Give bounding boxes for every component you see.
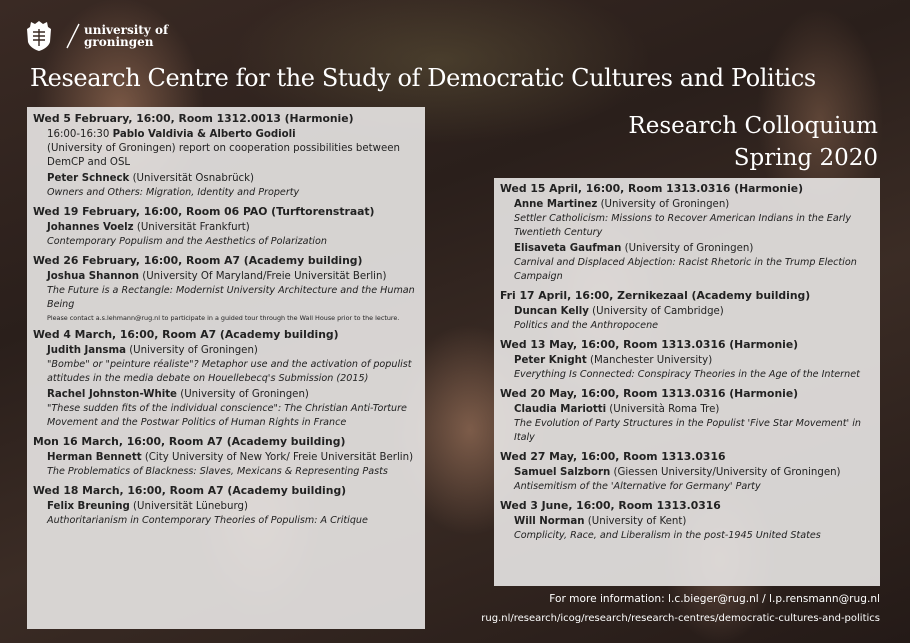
speaker-name: Herman Bennett	[47, 452, 142, 463]
talk-description: (University of Groningen) report on cooperation possibilities between DemCP and OSL	[47, 143, 400, 168]
event-heading: Fri 17 April, 16:00, Zernikezaal (Academy building)	[500, 289, 811, 302]
speaker-affiliation: (University of Cambridge)	[588, 306, 724, 317]
speaker-name: Samuel Salzborn	[514, 467, 611, 478]
speaker-name: Peter Schneck	[47, 173, 130, 184]
schedule-panel-right	[494, 178, 880, 586]
speaker-affiliation: (Universität Lüneburg)	[129, 501, 248, 512]
speaker-line	[47, 388, 417, 402]
speaker-line	[47, 451, 417, 465]
event-heading: Wed 19 February, 16:00, Room 06 PAO (Turftorenstraat)	[33, 205, 375, 218]
speaker-name: Felix Breuning	[47, 501, 130, 512]
event-heading: Wed 15 April, 16:00, Room 1313.0316 (Harmonie)	[500, 182, 804, 195]
speaker-line	[514, 242, 872, 256]
speaker-affiliation: (Università Roma Tre)	[606, 404, 720, 415]
speaker-line	[514, 305, 872, 319]
speaker-affiliation: (University of Groningen)	[597, 199, 730, 210]
talk-entry	[47, 451, 417, 479]
speaker-name: Pablo Valdivia & Alberto Godioli	[112, 129, 296, 140]
speaker-line	[514, 198, 872, 212]
event-heading: Wed 13 May, 16:00, Room 1313.0316 (Harmonie)	[500, 338, 799, 351]
talk-entry	[514, 403, 872, 445]
talk-title: "These sudden fits of the individual conscience": The Christian Anti-Torture Movement and the Postwar Politics of Human Rights in France	[47, 403, 407, 428]
talk-title: Carnival and Displaced Abjection: Racist Rhetoric in the Trump Election Campaign	[514, 257, 857, 282]
speaker-affiliation: (University of Groningen)	[176, 389, 309, 400]
speaker-affiliation: (Universität Osnabrück)	[129, 173, 255, 184]
speaker-name: Judith Jansma	[47, 345, 126, 356]
speaker-name: Will Norman	[514, 516, 585, 527]
speaker-line	[514, 354, 872, 368]
speaker-name: Elisaveta Gaufman	[514, 243, 622, 254]
speaker-affiliation: (Manchester University)	[586, 355, 713, 366]
talk-title: Everything Is Connected: Conspiracy Theories in the Age of the Internet	[514, 369, 860, 380]
speaker-line	[514, 515, 872, 529]
schedule-panel-left	[27, 107, 425, 629]
talk-title: The Future is a Rectangle: Modernist University Architecture and the Human Being	[47, 285, 415, 310]
university-logo[interactable]	[26, 20, 168, 52]
talk-time: 16:00-16:30	[47, 129, 113, 140]
speaker-affiliation: (University of Kent)	[584, 516, 687, 527]
speaker-line	[514, 403, 872, 417]
speaker-line	[47, 128, 417, 142]
talk-entry	[47, 500, 417, 528]
talk-entry	[47, 270, 417, 312]
talk-entry	[514, 354, 872, 382]
talk-title: Settler Catholicism: Missions to Recover American Indians in the Early Twentieth Century	[514, 213, 852, 238]
crest-icon	[26, 20, 52, 52]
talk-entry	[47, 221, 417, 249]
talk-title: Complicity, Race, and Liberalism in the post-1945 United States	[514, 530, 821, 541]
subtitle-line-2: Spring 2020	[733, 145, 878, 171]
talk-entry	[47, 128, 417, 170]
speaker-line	[47, 344, 417, 358]
page-title: Research Centre for the Study of Democratic Cultures and Politics	[30, 64, 816, 92]
event-heading: Wed 20 May, 16:00, Room 1313.0316 (Harmonie)	[500, 387, 799, 400]
speaker-affiliation: (University of Groningen)	[125, 345, 258, 356]
talk-title: Authoritarianism in Contemporary Theories of Populism: A Critique	[47, 515, 368, 526]
logo-line-1: university of	[84, 23, 169, 37]
speaker-affiliation: (Universität Frankfurt)	[133, 222, 250, 233]
event-heading: Mon 16 March, 16:00, Room A7 (Academy building)	[33, 435, 346, 448]
talk-entry	[514, 198, 872, 240]
event-note: Please contact a.s.lehmann@rug.nl to participate in a guided tour through the Wall House prior to the lecture.	[47, 314, 400, 322]
talk-title: Contemporary Populism and the Aesthetics of Polarization	[47, 236, 327, 247]
speaker-name: Joshua Shannon	[47, 271, 140, 282]
talk-title: Politics and the Anthropocene	[514, 320, 659, 331]
talk-title: The Problematics of Blackness: Slaves, Mexicans & Representing Pasts	[47, 466, 388, 477]
speaker-name: Rachel Johnston-White	[47, 389, 177, 400]
logo-line-2: groningen	[84, 35, 154, 49]
speaker-line	[47, 172, 417, 186]
speaker-affiliation: (University of Groningen)	[621, 243, 754, 254]
event-heading: Wed 4 March, 16:00, Room A7 (Academy building)	[33, 328, 339, 341]
talk-entry	[47, 344, 417, 386]
talk-entry	[47, 172, 417, 200]
contact-info[interactable]: For more information: l.c.bieger@rug.nl / l.p.rensmann@rug.nl	[549, 593, 880, 605]
event-heading: Wed 18 March, 16:00, Room A7 (Academy building)	[33, 484, 347, 497]
speaker-affiliation: (University Of Maryland/Freie Universität Berlin)	[139, 271, 387, 282]
talk-title: Antisemitism of the 'Alternative for Germany' Party	[514, 481, 761, 492]
event-heading: Wed 5 February, 16:00, Room 1312.0013 (Harmonie)	[33, 112, 354, 125]
talk-entry	[514, 242, 872, 284]
speaker-affiliation: (Giessen University/University of Groningen)	[610, 467, 841, 478]
talk-entry	[514, 466, 872, 494]
talk-entry	[514, 305, 872, 333]
university-name	[84, 24, 168, 48]
subtitle-line-1: Research Colloquium	[628, 113, 878, 139]
talk-title: "Bombe" or "peinture réaliste"? Metaphor use and the activation of populist attitudes in the media debate on Houellebecq's Submission (2015)	[47, 359, 412, 384]
speaker-name: Duncan Kelly	[514, 306, 589, 317]
speaker-name: Claudia Mariotti	[514, 404, 607, 415]
talk-title: The Evolution of Party Structures in the Populist 'Five Star Movement' in Italy	[514, 418, 861, 443]
website-link[interactable]: rug.nl/research/icog/research/research-centres/democratic-cultures-and-politics	[481, 613, 880, 624]
speaker-line	[47, 270, 417, 284]
speaker-line	[514, 466, 872, 480]
talk-entry	[47, 388, 417, 430]
speaker-affiliation: (City University of New York/ Freie Universität Berlin)	[141, 452, 414, 463]
speaker-line	[47, 500, 417, 514]
talk-entry	[514, 515, 872, 543]
event-heading: Wed 3 June, 16:00, Room 1313.0316	[500, 499, 721, 512]
divider-slash-icon	[66, 23, 80, 49]
speaker-name: Peter Knight	[514, 355, 587, 366]
speaker-name: Anne Martinez	[514, 199, 598, 210]
speaker-line	[47, 221, 417, 235]
colloquium-subtitle	[628, 110, 878, 174]
event-heading: Wed 27 May, 16:00, Room 1313.0316	[500, 450, 726, 463]
speaker-name: Johannes Voelz	[47, 222, 134, 233]
talk-title: Owners and Others: Migration, Identity and Property	[47, 187, 300, 198]
event-heading: Wed 26 February, 16:00, Room A7 (Academy building)	[33, 254, 363, 267]
